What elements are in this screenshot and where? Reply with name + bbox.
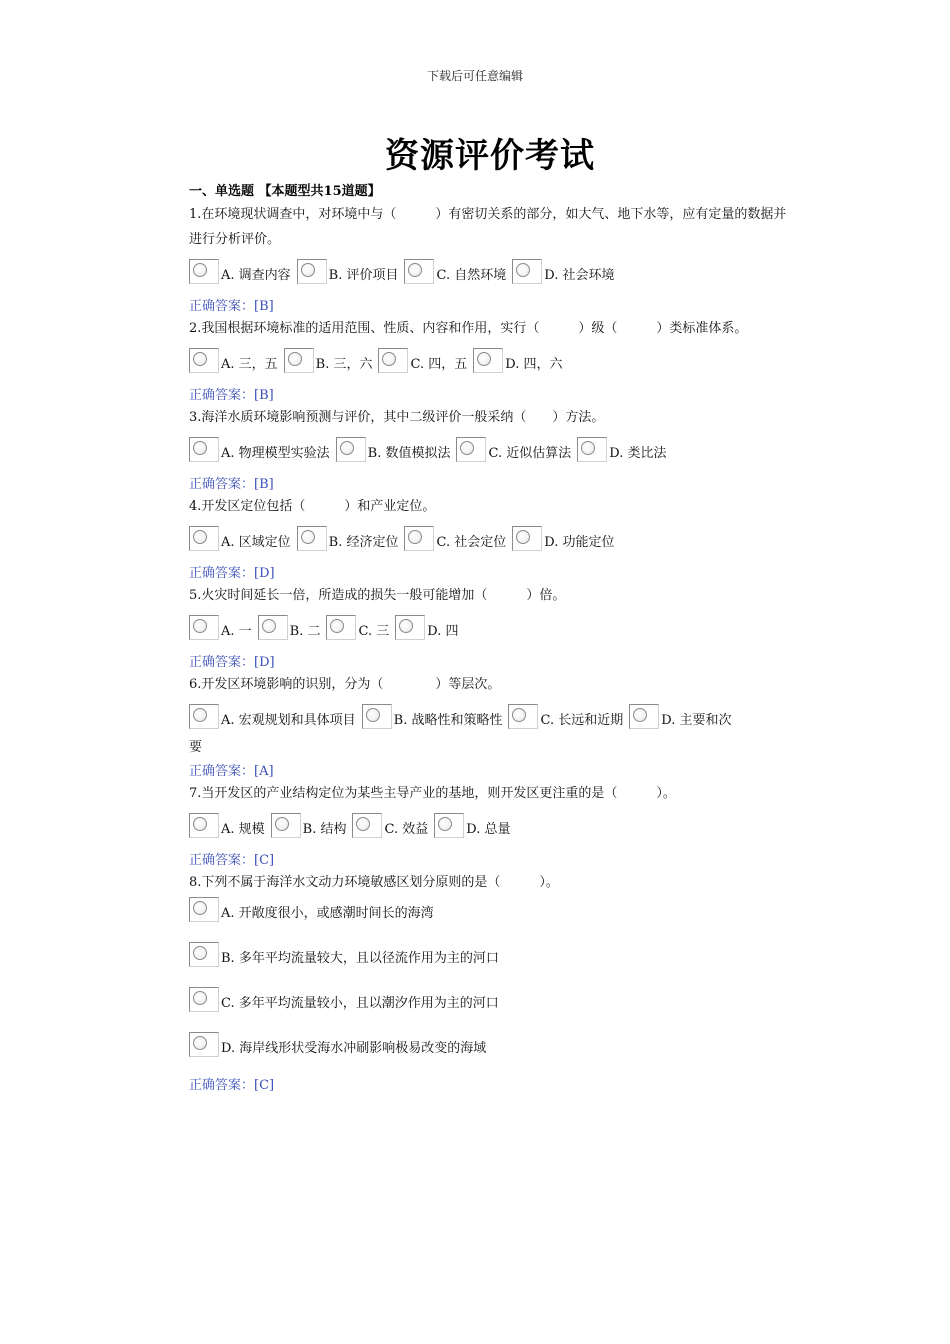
option-label: B. 多年平均流量较大，且以径流作用为主的河口 [221, 951, 499, 966]
option-c[interactable] [352, 813, 428, 838]
option-c[interactable] [378, 348, 467, 373]
question-text: 7.当开发区的产业结构定位为某些主导产业的基地，则开发区更注重的是（ ）。 [189, 786, 676, 801]
option-label: C. 三 [358, 624, 390, 639]
option-label: A. 一 [221, 624, 252, 639]
section-heading: 一、单选题 【本题型共15道题】 [189, 184, 381, 199]
option-label: C. 四，五 [410, 357, 468, 372]
option-c[interactable] [404, 526, 506, 551]
radio-button[interactable] [189, 615, 219, 640]
option-label: B. 数值模拟法 [367, 446, 451, 461]
options [189, 808, 789, 838]
option-b[interactable] [189, 942, 789, 967]
radio-button[interactable] [512, 259, 542, 284]
question-6 [189, 672, 789, 781]
radio-circle-icon [340, 441, 354, 455]
question-text: 5.火灾时间延长一倍，所造成的损失一般可能增加（ ）倍。 [189, 588, 566, 603]
option-d[interactable] [629, 704, 731, 729]
option-a[interactable] [189, 259, 291, 284]
option-d[interactable] [512, 526, 614, 551]
option-b[interactable] [297, 259, 399, 284]
option-c[interactable] [189, 987, 789, 1012]
radio-button[interactable] [326, 615, 356, 640]
radio-circle-icon [193, 263, 207, 277]
radio-button[interactable] [629, 704, 659, 729]
radio-circle-icon [460, 441, 474, 455]
option-b[interactable] [258, 615, 321, 640]
correct-answer: 正确答案：[B] [189, 388, 274, 403]
radio-circle-icon [438, 817, 452, 831]
radio-button[interactable] [189, 437, 219, 462]
question-7 [189, 781, 789, 870]
question-text: 3.海洋水质环境影响预测与评价，其中二级评价一般采纳（ ）方法。 [189, 410, 605, 425]
option-label: A. 规模 [221, 822, 265, 837]
radio-button[interactable] [189, 704, 219, 729]
option-a[interactable] [189, 897, 789, 922]
radio-circle-icon [516, 530, 530, 544]
option-c[interactable] [404, 259, 506, 284]
correct-answer: 正确答案：[D] [189, 655, 275, 670]
option-label: B. 二 [289, 624, 321, 639]
radio-button[interactable] [508, 704, 538, 729]
option-a[interactable] [189, 615, 252, 640]
option-a[interactable] [189, 704, 356, 729]
option-c[interactable] [326, 615, 389, 640]
correct-answer: 正确答案：[B] [189, 477, 274, 492]
radio-circle-icon [193, 352, 207, 366]
option-a[interactable] [189, 348, 278, 373]
radio-button[interactable] [456, 437, 486, 462]
radio-circle-icon [330, 619, 344, 633]
options [189, 343, 789, 373]
radio-button[interactable] [189, 1032, 219, 1057]
radio-circle-icon [193, 441, 207, 455]
options [189, 521, 789, 551]
option-label: B. 经济定位 [328, 535, 399, 550]
option-label: C. 自然环境 [436, 268, 507, 283]
radio-circle-icon [581, 441, 595, 455]
option-label: D. 类比法 [609, 446, 667, 461]
option-label: D. 社会环境 [544, 268, 615, 283]
option-b[interactable] [284, 348, 373, 373]
option-label: B. 评价项目 [328, 268, 399, 283]
radio-circle-icon [356, 817, 370, 831]
options [189, 610, 789, 640]
radio-circle-icon [633, 708, 647, 722]
radio-button[interactable] [352, 813, 382, 838]
radio-circle-icon [275, 817, 289, 831]
option-d[interactable] [473, 348, 562, 373]
question-8 [189, 870, 789, 1095]
radio-button[interactable] [284, 348, 314, 373]
radio-button[interactable] [189, 942, 219, 967]
option-label: A. 区域定位 [221, 535, 291, 550]
options [189, 254, 789, 284]
radio-circle-icon [512, 708, 526, 722]
option-label: B. 战略性和策略性 [393, 713, 503, 728]
radio-circle-icon [193, 619, 207, 633]
question-text: 4.开发区定位包括（ ）和产业定位。 [189, 499, 436, 514]
page-header: 下载后可任意编辑 [426, 69, 523, 83]
option-b[interactable] [362, 704, 503, 729]
radio-button[interactable] [297, 259, 327, 284]
option-label: A. 三，五 [221, 357, 278, 372]
question-5 [189, 583, 789, 672]
radio-button[interactable] [189, 259, 219, 284]
radio-button[interactable] [189, 526, 219, 551]
option-a[interactable] [189, 813, 265, 838]
option-b[interactable] [336, 437, 451, 462]
radio-circle-icon [262, 619, 276, 633]
question-list [189, 202, 789, 1095]
radio-circle-icon [193, 1036, 207, 1050]
question-2 [189, 316, 789, 405]
option-label: B. 三，六 [315, 357, 373, 372]
option-wrap-text: 要 [189, 740, 203, 755]
option-c[interactable] [456, 437, 571, 462]
option-d[interactable] [577, 437, 666, 462]
radio-button[interactable] [404, 259, 434, 284]
option-d[interactable] [434, 813, 510, 838]
radio-circle-icon [399, 619, 413, 633]
question-text: 6.开发区环境影响的识别，分为（ ）等层次。 [189, 677, 501, 692]
option-label: D. 四 [427, 624, 459, 639]
radio-circle-icon [477, 352, 491, 366]
options [189, 897, 789, 1057]
option-label: D. 海岸线形状受海水冲刷影响极易改变的海域 [221, 1041, 487, 1056]
radio-button[interactable] [577, 437, 607, 462]
option-label: B. 结构 [302, 822, 347, 837]
option-label: A. 开敞度很小，或感潮时间长的海湾 [221, 906, 434, 921]
option-label: D. 总量 [466, 822, 511, 837]
correct-answer: 正确答案：[C] [189, 1078, 275, 1093]
question-3 [189, 405, 789, 494]
option-b[interactable] [297, 526, 399, 551]
radio-button[interactable] [378, 348, 408, 373]
option-label: D. 功能定位 [544, 535, 615, 550]
option-d[interactable] [395, 615, 458, 640]
radio-button[interactable] [336, 437, 366, 462]
radio-circle-icon [193, 708, 207, 722]
radio-button[interactable] [189, 813, 219, 838]
radio-button[interactable] [473, 348, 503, 373]
radio-button[interactable] [297, 526, 327, 551]
question-text: 8.下列不属于海洋水文动力环境敏感区划分原则的是（ ）。 [189, 875, 559, 890]
option-label: A. 宏观规划和具体项目 [221, 713, 356, 728]
question-1 [189, 202, 789, 316]
radio-button[interactable] [434, 813, 464, 838]
question-4 [189, 494, 789, 583]
option-label: D. 主要和次 [661, 713, 732, 728]
radio-circle-icon [382, 352, 396, 366]
option-label: A. 调查内容 [221, 268, 291, 283]
radio-button[interactable] [189, 348, 219, 373]
radio-circle-icon [288, 352, 302, 366]
option-d[interactable] [189, 1032, 789, 1057]
radio-button[interactable] [271, 813, 301, 838]
option-a[interactable] [189, 437, 330, 462]
correct-answer: 正确答案：[B] [189, 299, 274, 314]
option-a[interactable] [189, 526, 291, 551]
option-label: A. 物理模型实验法 [221, 446, 330, 461]
option-label: C. 效益 [384, 822, 429, 837]
radio-circle-icon [193, 946, 207, 960]
radio-button[interactable] [189, 987, 219, 1012]
option-label: C. 社会定位 [436, 535, 507, 550]
option-label: D. 四，六 [505, 357, 563, 372]
radio-circle-icon [366, 708, 380, 722]
radio-button[interactable] [189, 897, 219, 922]
radio-button[interactable] [512, 526, 542, 551]
radio-button[interactable] [362, 704, 392, 729]
question-text: 2.我国根据环境标准的适用范围、性质、内容和作用，实行（ ）级（ ）类标准体系。 [189, 321, 748, 336]
radio-circle-icon [193, 991, 207, 1005]
option-c[interactable] [508, 704, 623, 729]
correct-answer: 正确答案：[A] [189, 764, 274, 779]
option-label: C. 多年平均流量较小，且以潮汐作用为主的河口 [221, 996, 499, 1011]
question-text: 1.在环境现状调查中，对环境中与（ ）有密切关系的部分，如大气、地下水等，应有定量的数据并进行分析评价。 [189, 207, 787, 247]
radio-circle-icon [408, 263, 422, 277]
radio-circle-icon [193, 901, 207, 915]
radio-circle-icon [193, 530, 207, 544]
correct-answer: 正确答案：[C] [189, 853, 275, 868]
radio-button[interactable] [258, 615, 288, 640]
options [189, 699, 789, 729]
option-label: C. 长远和近期 [540, 713, 624, 728]
radio-button[interactable] [404, 526, 434, 551]
radio-circle-icon [301, 263, 315, 277]
radio-button[interactable] [395, 615, 425, 640]
option-d[interactable] [512, 259, 614, 284]
options [189, 432, 789, 462]
option-b[interactable] [271, 813, 347, 838]
page-title: 资源评价考试 [385, 136, 595, 176]
radio-circle-icon [408, 530, 422, 544]
correct-answer: 正确答案：[D] [189, 566, 275, 581]
option-label: C. 近似估算法 [488, 446, 572, 461]
radio-circle-icon [516, 263, 530, 277]
radio-circle-icon [301, 530, 315, 544]
radio-circle-icon [193, 817, 207, 831]
